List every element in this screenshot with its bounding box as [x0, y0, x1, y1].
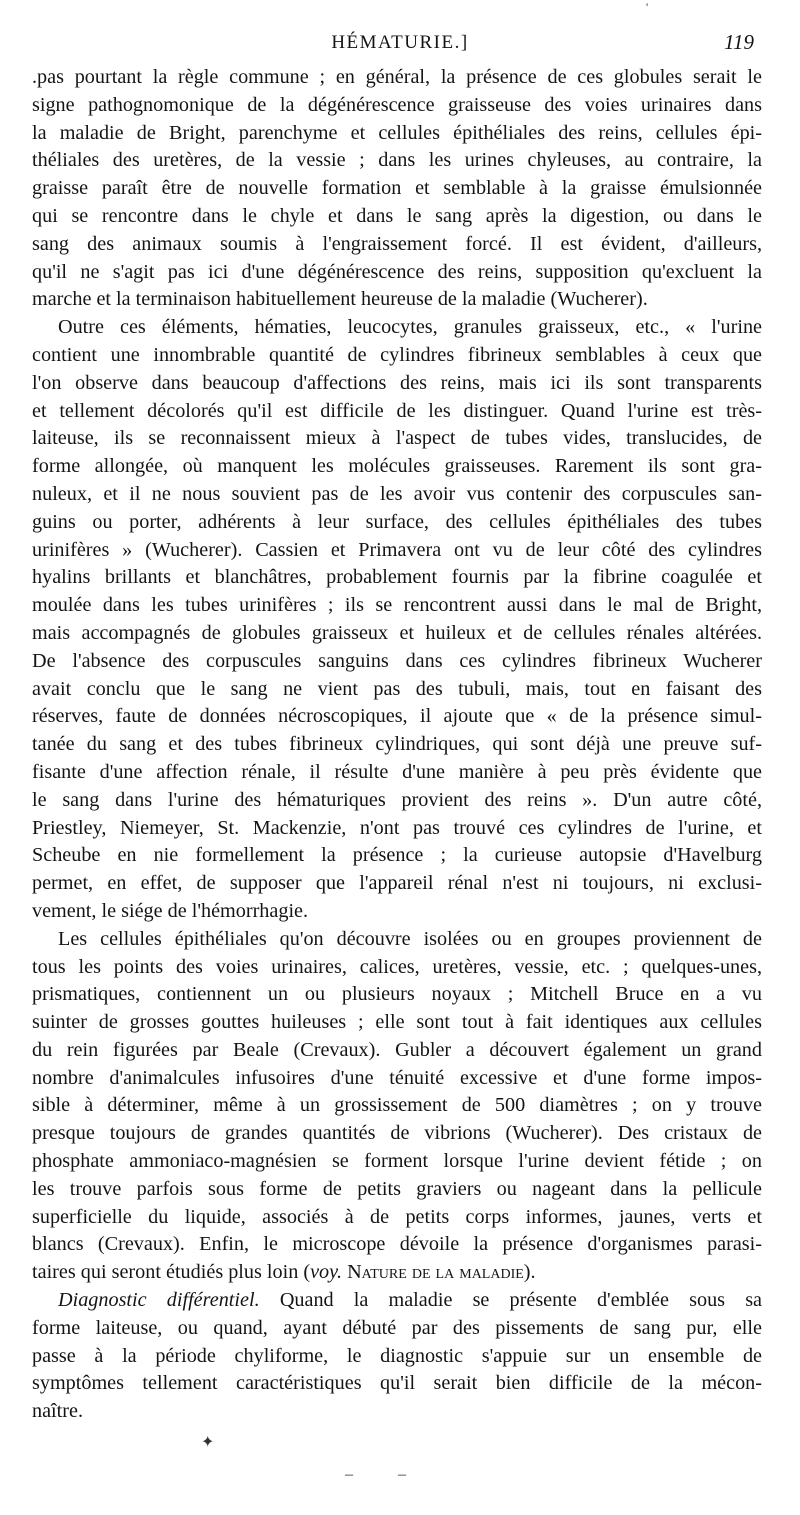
paragraph-line: fisante d'une affection rénale, il résulte d'une manière à peu près évidente que	[32, 760, 762, 783]
paragraph-line: qui se rencontre dans le chyle et dans le sang après la digestion, ou dans le	[32, 204, 762, 227]
body-text	[32, 64, 762, 1426]
section-heading: Diagnostic différentiel.	[58, 1289, 260, 1312]
paragraph-line: Priestley, Niemeyer, St. Mackenzie, n'ont pas trouvé ces cylindres de l'urine, et	[32, 816, 762, 839]
paragraph-line: urinifères » (Wucherer). Cassien et Primavera ont vu de leur côté des cylindres	[32, 538, 762, 561]
paragraph-line: sible à déterminer, même à un grossissement de 500 diamètres ; on y trouve	[32, 1094, 762, 1117]
paragraph-line	[32, 1287, 762, 1315]
paragraph-line: De l'absence des corpuscules sanguins dans ces cylindres fibrineux Wucherer	[32, 649, 762, 672]
paragraph-line: presque toujours de grandes quantités de vibrions (Wucherer). Des cristaux de	[32, 1122, 762, 1145]
paragraph-line: signe pathognomonique de la dégénérescence graisseuse des voies urinaires dans	[32, 93, 762, 116]
running-title: HÉMATURIE.]	[331, 32, 469, 53]
paragraph-line: forme allongée, où manquent les molécules graisseuses. Rarement ils sont gra-	[32, 455, 762, 478]
paragraph-1	[32, 64, 762, 314]
paragraph-line: .pas pourtant la règle commune ; en général, la présence de ces globules serait le	[32, 66, 762, 88]
voy-abbreviation: voy.	[310, 1261, 343, 1284]
dash-mark-left: –	[345, 1466, 353, 1483]
paragraph-line: l'on observe dans beaucoup d'affections des reins, mais ici ils sont transparents	[32, 371, 762, 394]
paragraph-line: forme laiteuse, ou quand, ayant débuté par des pissements de sang pur, elle	[32, 1316, 762, 1339]
paragraph-line: vement, le siége de l'hémorrhagie.	[32, 899, 309, 922]
paragraph-line: du rein figurées par Beale (Crevaux). Gubler a découvert également un grand	[32, 1038, 762, 1061]
paragraph-line: contient une innombrable quantité de cylindres fibrineux semblables à ceux que	[32, 343, 762, 366]
page-number: 119	[724, 30, 754, 54]
heading-line-text: Quand la maladie se présente d'emblée sous sa	[279, 1289, 762, 1312]
paragraph-line: phosphate ammoniaco-magnésien se forment lorsque l'urine devient fétide ; on	[32, 1150, 762, 1173]
paragraph-line: la maladie de Bright, parenchyme et cellules épithéliales des reins, cellules épi-	[32, 121, 762, 144]
ornament-star-mark: ✦	[201, 1434, 215, 1451]
closing-text-before: taires qui seront étudiés plus loin (	[32, 1261, 311, 1284]
paragraph-line: naître.	[32, 1400, 84, 1423]
cross-reference: Nature de la maladie	[347, 1261, 524, 1284]
paragraph-line: avait conclu que le sang ne vient pas des tubuli, mais, tout en faisant des	[32, 677, 762, 700]
paragraph-line: le sang dans l'urine des hématuriques provient des reins ». D'un autre côté,	[32, 788, 762, 811]
paragraph-line: Scheube en nie formellement la présence ; la curieuse autopsie d'Havelburg	[32, 844, 762, 867]
paragraph-line: réserves, faute de données nécroscopiques, il ajoute que « de la présence simul-	[32, 705, 762, 728]
paragraph-line: nuleux, et il ne nous souvient pas de les avoir vus contenir des corpuscules san-	[32, 482, 762, 505]
paragraph-2	[32, 314, 762, 926]
paragraph-line: Les cellules épithéliales qu'on découvre isolées ou en groupes proviennent de	[58, 927, 762, 950]
paragraph-line: moulée dans les tubes urinifères ; ils se rencontrent aussi dans le mal de Bright,	[32, 594, 762, 617]
paragraph-line: guins ou porter, adhérents à leur surface, des cellules épithéliales des tubes	[32, 510, 762, 533]
paragraph-line: graisse paraît être de nouvelle formation et semblable à la graisse émulsionnée	[32, 177, 762, 200]
paragraph-line	[32, 1259, 762, 1287]
paragraph-line: blancs (Crevaux). Enfin, le microscope dévoile la présence d'organismes parasi-	[32, 1233, 762, 1256]
closing-text-after: ).	[523, 1261, 536, 1284]
paragraph-line: hyalins brillants et blanchâtres, probablement fournis par la fibrine coagulée et	[32, 566, 762, 589]
paragraph-line: qu'il ne s'agit pas ici d'une dégénérescence des reins, supposition qu'excluent la	[32, 260, 762, 283]
paragraph-line: tous les points des voies urinaires, calices, uretères, vessie, etc. ; quelques-unes,	[32, 955, 762, 978]
paragraph-line: tanée du sang et des tubes fibrineux cylindriques, qui sont déjà une preuve suf-	[32, 733, 762, 756]
paragraph-4	[32, 1287, 762, 1426]
paragraph-line: superficielle du liquide, associés à de petits corps informes, jaunes, verts et	[32, 1205, 762, 1228]
paragraph-line: Outre ces éléments, hématies, leucocytes, granules graisseux, etc., « l'urine	[58, 316, 762, 339]
paragraph-3	[32, 926, 762, 1287]
paragraph-line: symptômes tellement caractéristiques qu'il serait bien difficile de la mécon-	[32, 1372, 762, 1395]
paragraph-line: permet, en effet, de supposer que l'appareil rénal n'est ni toujours, ni exclusi-	[32, 872, 762, 895]
stray-mark-top: '	[646, 0, 649, 14]
paragraph-line: théliales des uretères, de la vessie ; dans les urines chyleuses, au contraire, la	[32, 149, 762, 172]
paragraph-line: prismatiques, contiennent un ou plusieurs noyaux ; Mitchell Bruce en a vu	[32, 983, 762, 1006]
paragraph-line: passe à la période chyliforme, le diagnostic s'appuie sur un ensemble de	[32, 1344, 762, 1367]
running-head	[0, 30, 800, 60]
paragraph-line: et tellement décolorés qu'il est difficile de les distinguer. Quand l'urine est très-	[32, 399, 762, 422]
paragraph-line: laiteuse, ils se reconnaissent mieux à l'aspect de tubes vides, translucides, de	[32, 427, 762, 450]
paragraph-line: nombre d'animalcules infusoires d'une ténuité excessive et d'une forme impos-	[32, 1066, 762, 1089]
paragraph-line: sang des animaux soumis à l'engraissement forcé. Il est évident, d'ailleurs,	[32, 232, 762, 255]
paragraph-line: marche et la terminaison habituellement heureuse de la maladie (Wucherer).	[32, 288, 648, 311]
paragraph-line: suinter de grosses gouttes huileuses ; elle sont tout à fait identiques aux cellules	[32, 1011, 762, 1034]
dash-mark-right: –	[398, 1466, 406, 1483]
paragraph-line: mais accompagnés de globules graisseux et huileux et de cellules rénales altérées.	[32, 621, 762, 644]
paragraph-line: les trouve parfois sous forme de petits graviers ou nageant dans la pellicule	[32, 1177, 762, 1200]
